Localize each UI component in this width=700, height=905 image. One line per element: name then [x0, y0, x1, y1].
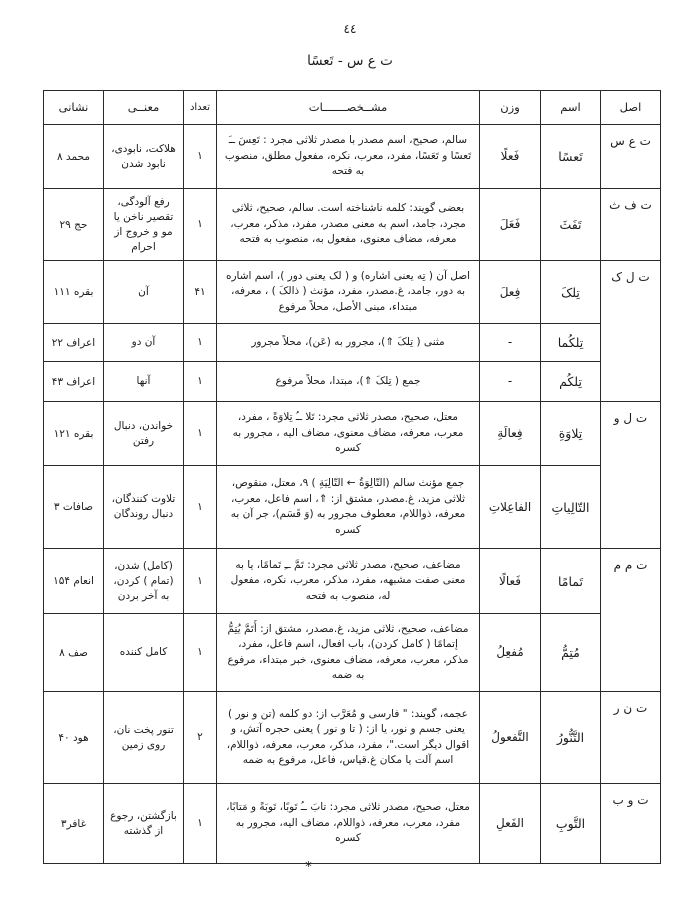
pattern-cell: فَعَلَ [480, 189, 541, 261]
meaning-cell: (کامل) شدن، (تمام ) کردن، به آخر بردن [104, 549, 184, 614]
count-cell: ۱ [184, 549, 217, 614]
root-cell: ت ع س [601, 125, 661, 189]
characteristics-cell: مضاعف، صحیح، ثلاثی مزید، غ.مصدر، مشتق از: أَتَمَّ یُتِمُّ إتمامًا ( کامل کردن)، باب افعال، اسم فاعل، مفرد، مذکر، معرب، معرفه، مضاف معنوی، خبر مبتداء، مرفوع به ضمه [217, 614, 480, 692]
meaning-cell: کامل کننده [104, 614, 184, 692]
noun-cell: تِلکَ [541, 261, 601, 324]
count-cell: ۱ [184, 362, 217, 402]
table-row [44, 549, 661, 614]
meaning-cell: آن دو [104, 324, 184, 362]
noun-cell: التّالِیاتِ [541, 466, 601, 549]
reference-cell: بقره ۱۱۱ [44, 261, 104, 324]
noun-cell: التَّنُّورُ [541, 692, 601, 784]
pattern-cell: فِعلَ [480, 261, 541, 324]
count-cell: ۴۱ [184, 261, 217, 324]
table-row [44, 189, 661, 261]
pattern-cell: الفَعلِ [480, 784, 541, 864]
count-cell: ۲ [184, 692, 217, 784]
root-cell: ت و ب [601, 784, 661, 864]
morphology-table [43, 90, 661, 864]
reference-cell: هود ۴۰ [44, 692, 104, 784]
pattern-cell: فَعالًا [480, 549, 541, 614]
pattern-cell: - [480, 324, 541, 362]
root-cell: ت ل و [601, 402, 661, 549]
reference-cell: صف ۸ [44, 614, 104, 692]
meaning-cell: تنور پخت نان، روی زمین [104, 692, 184, 784]
pattern-cell: فِعالَةِ [480, 402, 541, 466]
column-header-reference: نشانی [44, 91, 104, 125]
noun-cell: تَمامًا [541, 549, 601, 614]
characteristics-cell: معتل، صحیح، مصدر ثلاثی مجرد: تَلا ــُ تِلاوَةً ، مفرد، معرب، معرفه، مضاف معنوی، مضاف الیه ، مجرور به کسره [217, 402, 480, 466]
column-header-meaning: معنــی [104, 91, 184, 125]
table-row [44, 324, 661, 362]
page-title: ت ع س - تَعسًا [307, 53, 393, 69]
reference-cell: اعراف ۴۳ [44, 362, 104, 402]
pattern-cell: الفاعِلاتِ [480, 466, 541, 549]
table-row [44, 125, 661, 189]
count-cell: ۱ [184, 402, 217, 466]
noun-cell: تِلکُما [541, 324, 601, 362]
characteristics-cell: جمع ( تِلکَ ⇑)، مبتدا، محلاً مرفوع [217, 362, 480, 402]
characteristics-cell: اصل آن ( تِه یعنی اشاره) و ( لک یعنی دور )، اسم اشاره به دور، جامد، غ.مصدر، مفرد، مؤنث ( ذالکَ ) ، معرفه، مبتداء، مبنی الأصل، محلاً مرفوع [217, 261, 480, 324]
noun-cell: مُتِمُّ [541, 614, 601, 692]
table-header-row [44, 91, 661, 125]
reference-cell: محمد ۸ [44, 125, 104, 189]
characteristics-cell: بعضی گویند: کلمه ناشناخته است. سالم، صحیح، ثلاثی مجرد، جامد، اسم به معنی مصدر، مفرد، مذکر، معرب، معرفه، مضاف معنوی، مفعول به، منصوب به فتحه [217, 189, 480, 261]
column-header-pattern: وزن [480, 91, 541, 125]
table-row [44, 466, 661, 549]
meaning-cell: هلاکت، نابودی، نابود شدن [104, 125, 184, 189]
root-cell: ت ن ر [601, 692, 661, 784]
meaning-cell: آنها [104, 362, 184, 402]
meaning-cell: آن [104, 261, 184, 324]
reference-cell: حج ۲۹ [44, 189, 104, 261]
count-cell: ۱ [184, 125, 217, 189]
table-row [44, 362, 661, 402]
count-cell: ۱ [184, 614, 217, 692]
table-row [44, 692, 661, 784]
table-row [44, 784, 661, 864]
characteristics-cell: سالم، صحیح، اسم مصدر با مصدر ثلاثی مجرد : تَعِسَ ــَ تَعسًا و تَعَسًا، مفرد، معرب، نکره، مفعول مطلق، منصوب به فتحه [217, 125, 480, 189]
pattern-cell: التَّفعولُ [480, 692, 541, 784]
footnote-asterisk: * [305, 860, 312, 875]
characteristics-cell: مضاعف، صحیح، مصدر ثلاثی مجرد: تَمَّ ــِ تَمامًا، یا به معنی صفت مشبهه، مفرد، مذکر، معرب، نکره، مفعول له، منصوب به فتحه [217, 549, 480, 614]
root-cell: ت م م [601, 549, 661, 692]
characteristics-cell: عجمه، گویند: " فارسی و مُعَرَّب از: دو کلمه (تن و نور ) یعنی جسم و نور، یا از: ( تا و نور ) یعنی حجره آتش، و اقوال دیگر است."، مفرد، مذکر، معرب، معرفه، ذواللام، اسم آلت یا مکان غ.قیاس، فاعل، مرفوع به ضمه [217, 692, 480, 784]
meaning-cell: تلاوت کنندگان، دنبال روندگان [104, 466, 184, 549]
table-row [44, 261, 661, 324]
column-header-noun: اسم [541, 91, 601, 125]
pattern-cell: مُفعِلُ [480, 614, 541, 692]
characteristics-cell: معتل، صحیح، مصدر ثلاثی مجرد: تابَ ــُ تَوبًا، تَوبَةً و مَتابًا، مفرد، معرب، معرفه، ذواللام، مضاف الیه، مجرور به کسره [217, 784, 480, 864]
count-cell: ۱ [184, 189, 217, 261]
root-cell: ت ل ک [601, 261, 661, 402]
reference-cell: غافر۳ [44, 784, 104, 864]
column-header-root: اصل [601, 91, 661, 125]
reference-cell: بقره ۱۲۱ [44, 402, 104, 466]
meaning-cell: رفع آلودگی، تقصیر ناخن یا مو و خروج از احرام [104, 189, 184, 261]
count-cell: ۱ [184, 784, 217, 864]
characteristics-cell: مثنی ( تِلکَ ⇑)، مجرور به (عَن)، محلاً مجرور [217, 324, 480, 362]
morphology-table-container [44, 90, 661, 864]
reference-cell: انعام ۱۵۴ [44, 549, 104, 614]
noun-cell: التَّوبِ [541, 784, 601, 864]
noun-cell: تِلکُم [541, 362, 601, 402]
root-cell: ت ف ث [601, 189, 661, 261]
pattern-cell: - [480, 362, 541, 402]
column-header-count: تعداد [184, 91, 217, 125]
pattern-cell: فَعلًا [480, 125, 541, 189]
count-cell: ۱ [184, 324, 217, 362]
noun-cell: تِلاوَةِ [541, 402, 601, 466]
characteristics-cell: جمع مؤنث سالم (التّالِوَةُ ← التّالِیَةِ ) ۹، معتل، منقوص، ثلاثی مزید، غ.مصدر، مشتق از: ⇑، اسم فاعل، معرب، معرفه، ذواللام، معطوف مجرور به (وَ قَسَم)، جر آن به کسره [217, 466, 480, 549]
noun-cell: تَفَثَ [541, 189, 601, 261]
noun-cell: تَعسًا [541, 125, 601, 189]
reference-cell: اعراف ۲۲ [44, 324, 104, 362]
meaning-cell: بازگشتن، رجوع از گذشته [104, 784, 184, 864]
column-header-characteristics: مشــخصـــــــات [217, 91, 480, 125]
meaning-cell: خواندن، دنبال رفتن [104, 402, 184, 466]
reference-cell: صافات ۳ [44, 466, 104, 549]
page-number: ٤٤ [343, 22, 357, 36]
table-row [44, 402, 661, 466]
table-row [44, 614, 661, 692]
count-cell: ۱ [184, 466, 217, 549]
